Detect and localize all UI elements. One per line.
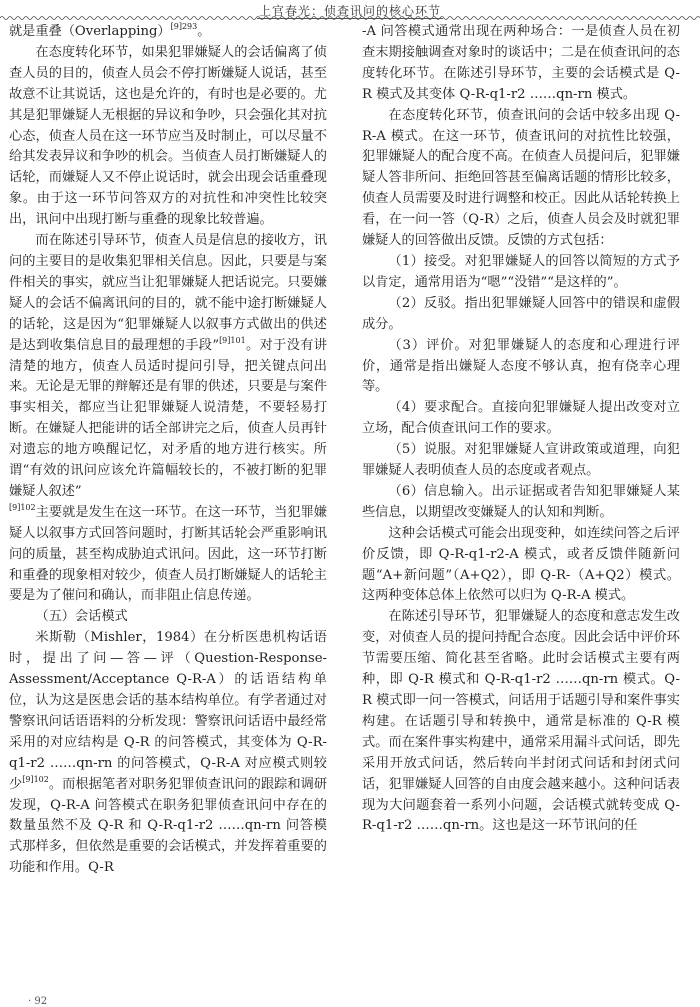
paragraph-text-continued: 。 xyxy=(197,24,211,39)
paragraph xyxy=(362,252,680,294)
paragraph-text: 这种会话模式可能会出现变种，如连续问答之后评价反馈，即 Q-R-q1-r2-A 模式，或者反馈伴随新问题“A+新问题”（A+Q2），即 Q-R-（A+Q2）模式。这两种变体总体上依然可以归为 Q-R-A 模式。 xyxy=(362,525,680,604)
paragraph-text: （5）说服。对犯罪嫌疑人宣讲政策或道理，向犯罪嫌疑人表明侦查人员的态度或者观点。 xyxy=(362,442,680,479)
running-head-text: 上官春光：侦查讯问的核心环节 xyxy=(258,4,441,18)
paragraph-text: 在态度转化环节，侦查讯问的会话中较多出现 Q-R-A 模式。在这一环节，侦查讯问的对抗性比较强，犯罪嫌疑人的配合度不高。在侦查人员提问后，犯罪嫌疑人答非所问、拒绝回答甚至偏离话题的情形比较多，侦查人员需要及时进行调整和校正。因此从话轮转换上看，在一问一答（Q-R）之后，侦查人员会及时就犯罪嫌疑人的回答做出反馈。反馈的方式包括： xyxy=(362,107,680,249)
citation-superscript: [9]293 xyxy=(170,22,198,31)
paragraph xyxy=(9,231,327,503)
citation-superscript: [9]102 xyxy=(9,502,36,512)
paragraph xyxy=(362,22,680,106)
paragraph xyxy=(9,628,327,879)
paragraph-text: （1）接受。对犯罪嫌疑人的回答以简短的方式予以肯定，通常用语为“嗯”“没错”“是这样的”。 xyxy=(362,253,680,290)
paragraph-text: 米斯勒（Mishler，1984）在分析医患机构话语时，提出了问—答—评（Question-Response-Assessment/Acceptance Q-R-A）的话语结构单位，认为这是医患会话的基本结构单位。有学者通过对警察讯问话语语料的分析发现：警察讯问话语中最经常采用的对应结构是 Q-R 的问答模式，其变体为 Q-R-q1-r2 ……qn-rn 的问答模式，Q-R-A 对应模式则较少 xyxy=(9,630,327,792)
left-column xyxy=(9,22,327,879)
paragraph xyxy=(362,398,680,440)
paragraph-text: （2）反驳。指出犯罪嫌疑人回答中的错误和虚假成分。 xyxy=(362,295,680,332)
paragraph-text: 在态度转化环节，如果犯罪嫌疑人的会话偏离了侦查人员的目的，侦查人员会不停打断嫌疑人说话，甚至故意不让其说话，这也是允许的，有时也是必要的。尤其是犯罪嫌疑人无根据的异议和争吵，只会强化其对抗心态，侦查人员在这一环节应当及时制止，可以尽量不给其发表异议和争吵的机会。当侦查人员打断嫌疑人的话轮，而嫌疑人又不停止说话时，就会出现会话重叠现象。由于这一环节问答双方的对抗性和冲突性比较突出，讯问中出现打断与重叠的现象比较普遍。 xyxy=(9,44,327,228)
paragraph-text: （4）要求配合。直接向犯罪嫌疑人提出改变对立立场，配合侦查讯问工作的要求。 xyxy=(362,400,680,437)
paragraph-text: （6）信息输入。出示证据或者告知犯罪嫌疑人某些信息，以期望改变嫌疑人的认知和判断。 xyxy=(362,483,680,520)
paragraph-text: 在陈述引导环节，犯罪嫌疑人的态度和意志发生改变，对侦查人员的提问持配合态度。因此会话中评价环节需要压缩、简化甚至省略。此时会话模式主要有两种，即 Q-R 模式和 Q-R-q1-r2 ……qn-rn 模式。Q-R 模式即一问一答模式，问话用于话题引导和案件事实构建。在话题引导和转换中，通常是标准的 Q-R 模式。而在案件事实构建中，通常采用漏斗式问话，即先采用开放式问话，然后转向半封闭式问话和封闭式问话，犯罪嫌疑人回答的自由度会越来越小。这种问话表现为大问题套着一系列小问题，会话模式就转变成 Q-R-q1-r2 ……qn-rn。这也是这一环节讯问的任 xyxy=(362,609,680,834)
paragraph-text: -A 问答模式通常出现在两种场合：一是侦查人员在初查末期接触调查对象时的谈话中；二是在侦查讯问的态度转化环节。在陈述引导环节，主要的会话模式是 Q-R 模式及其变体 Q-R-q1-r2 ……qn-rn 模式。 xyxy=(362,24,680,102)
paragraph-text: 而在陈述引导环节，侦查人员是信息的接收方，讯问的主要目的是收集犯罪相关信息。因此，只要是与案件相关的事实，就应当让犯罪嫌疑人把话说完。只要嫌疑人的会话不偏离讯问的目的，就不能中途打断嫌疑人的话轮，这是因为“犯罪嫌疑人以叙事方式做出的供述是达到收集信息目的最理想的手段” xyxy=(9,233,327,353)
paragraph-text-continued: 。对于没有讲清楚的地方，侦查人员适时提问引导，把关键点问出来。无论是无罪的辩解还是有罪的供述，只要是与案件事实相关，都应当让犯罪嫌疑人说清楚，不要轻易打断。在嫌疑人把能讲的话全部讲完之后，侦查人员再针对遗忘的地方唤醒记忆，对矛盾的地方进行核实。所谓“有效的讯问应该允许篇幅较长的，不被打断的犯罪嫌疑人叙述” xyxy=(9,337,327,499)
running-head xyxy=(0,0,700,20)
paragraph-text: 就是重叠（Overlapping） xyxy=(9,24,171,39)
paragraph xyxy=(9,43,327,231)
wavy-divider xyxy=(0,15,700,21)
paragraph-text-continued: 。而根据笔者对职务犯罪侦查讯问的跟踪和调研发现，Q-R-A 问答模式在职务犯罪侦查讯问中存在的数量虽然不及 Q-R 和 Q-R-q1-r2 ……qn-rn 问答模式那样多，但依然是重要的会话模式，并发挥着重要的功能和作用。Q-R xyxy=(9,776,328,876)
paragraph xyxy=(362,607,680,837)
paragraph xyxy=(362,106,680,252)
paragraph xyxy=(9,503,327,608)
paragraph xyxy=(362,482,680,524)
paragraph-text: （五）会话模式 xyxy=(35,609,128,625)
paragraph-text-continued: 主要就是发生在这一环节。在这一环节，当犯罪嫌疑人以叙事方式回答问题时，打断其话轮会严重影响讯问的质量，甚至构成胁迫式讯问。因此，这一环节打断和重叠的现象相对较少，侦查人员打断嫌疑人的话轮主要是为了催问和确认，而非阻止信息传递。 xyxy=(9,504,327,604)
paragraph xyxy=(9,607,327,628)
paragraph xyxy=(362,336,680,399)
paragraph xyxy=(362,294,680,336)
paragraph-text: （3）评价。对犯罪嫌疑人的态度和心理进行评价，通常是指出嫌疑人态度不够认真，抱有侥幸心理等。 xyxy=(362,337,680,395)
citation-superscript: [9]101 xyxy=(219,335,246,345)
citation-superscript: [9]102 xyxy=(22,774,49,784)
paragraph xyxy=(362,440,680,482)
page-number: · 92 xyxy=(28,996,48,1007)
paragraph xyxy=(9,22,327,43)
paragraph xyxy=(362,524,680,608)
right-column xyxy=(362,22,680,837)
